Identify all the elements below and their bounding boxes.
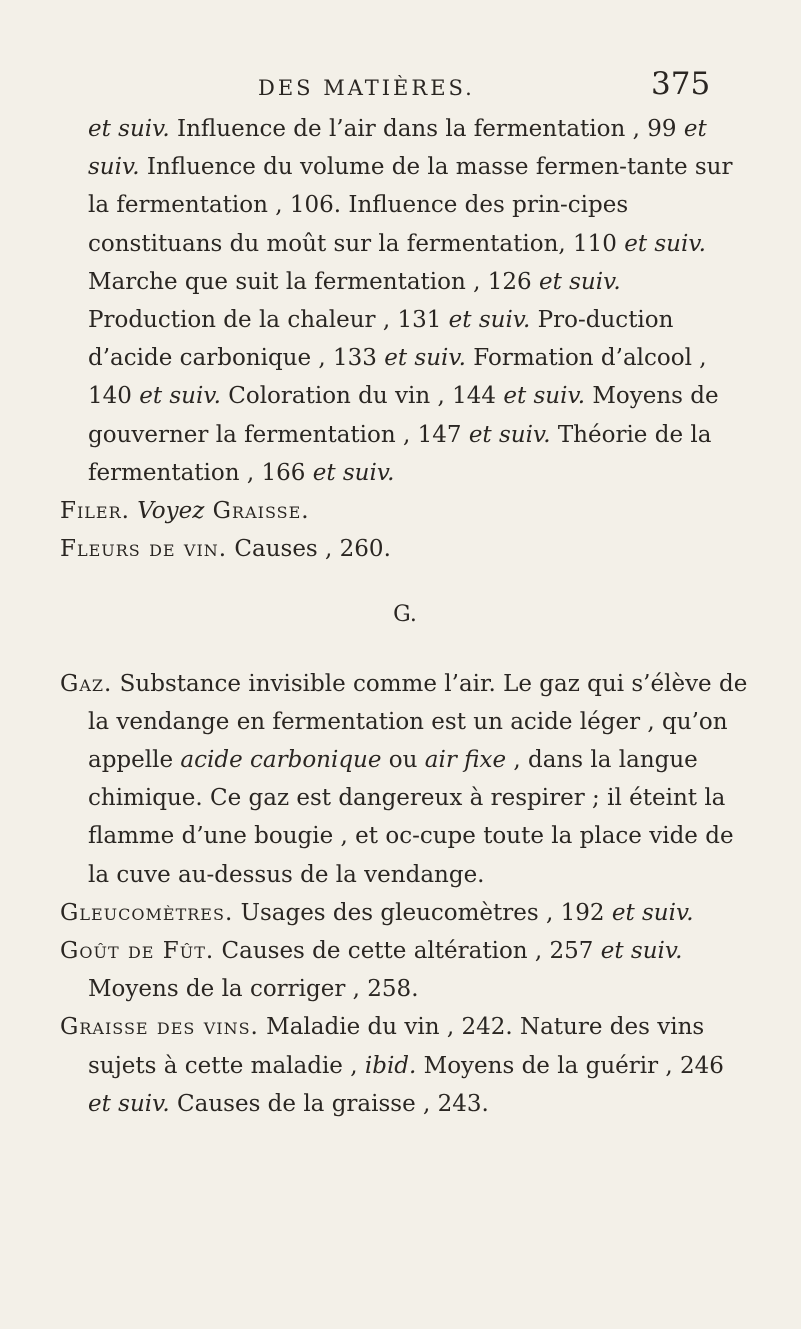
ref-et-suiv: et suiv. [88, 116, 707, 181]
running-title: DES MATIÈRES. [258, 76, 475, 100]
entry-text: Causes de cette altération , 257 [214, 938, 601, 965]
entry-term: acide carbonique [180, 747, 382, 774]
ref-et-suiv: et suiv. [88, 116, 170, 142]
ref-et-suiv: et suiv. [611, 899, 694, 926]
entry-head: Gaz. [60, 670, 113, 697]
page-header [0, 62, 801, 112]
ref-et-suiv: et suiv. [503, 383, 586, 410]
entry-text: Théorie de la fermentation , 166 [88, 421, 712, 486]
entry-text: Formation d’alcool , 140 [88, 345, 707, 410]
ref-et-suiv: et suiv. [448, 307, 531, 334]
entry-term: air fixe [424, 747, 507, 774]
entry-head: Goût de Fût. [60, 938, 215, 965]
entry-text: Pro-duction d’acide carbonique , 133 [88, 307, 674, 372]
ref-et-suiv: et suiv. [600, 938, 683, 965]
index-body [60, 110, 750, 1123]
cross-reference: Graisse. [204, 498, 310, 525]
entry-text: Causes , 260. [227, 536, 391, 563]
entry-text: Production de la chaleur , 131 [88, 307, 449, 334]
entry-text: ou [381, 747, 425, 774]
entry-graisse-des-vins [60, 1008, 750, 1123]
entry-fleurs-de-vin [60, 530, 750, 568]
entry-text: , dans la langue chimique. Ce gaz est dangereux à respirer ; il éteint la flamme d’une bougie , et oc-cupe toute la place vide de la cuve au-dessus de la vendange. [88, 747, 734, 888]
entry-gleucometres [60, 894, 750, 932]
entry-gout-de-fut [60, 932, 750, 1008]
ref-et-suiv: et suiv. [384, 345, 466, 372]
entry-head: Gleucomètres. [60, 899, 234, 926]
ref-ibid: ibid. [364, 1052, 417, 1079]
entry-head: Filer. [60, 498, 130, 525]
entry-text: Maladie du vin , 242. Nature des vins sujets à cette maladie , [88, 1014, 705, 1079]
entry-text: Substance invisible comme l’air. Le gaz qui s’élève de la vendange en fermentation est un acide léger , qu’on appelle [88, 670, 748, 774]
entry-text: Marche que suit la fermentation , 126 [88, 268, 539, 295]
entry-filer [60, 492, 750, 530]
ref-et-suiv: et suiv. [538, 268, 621, 295]
ref-et-suiv: et suiv. [468, 421, 551, 448]
entry-head: Graisse des vins. [60, 1014, 259, 1041]
entry-text: Influence du volume de la masse fermen-tante sur la fermentation , 106. Influence des prin-cipes constituans du moût sur la fermentation, 110 [88, 154, 733, 257]
entry-fermentation-continued [60, 110, 750, 492]
section-letter: G. [393, 602, 417, 628]
ref-et-suiv: et suiv. [624, 230, 706, 257]
entry-gaz [60, 665, 750, 894]
see-reference: Voyez [137, 498, 205, 525]
entry-head: Fleurs de vin. [60, 536, 228, 563]
ref-et-suiv: et suiv. [312, 459, 395, 486]
entry-text: Influence de l’air dans la fermentation , 99 [169, 116, 677, 142]
entry-text: Causes de la graisse , 243. [169, 1090, 489, 1117]
page-number: 375 [651, 66, 711, 102]
entry-text: Coloration du vin , 144 [220, 383, 504, 410]
entry-text: Moyens de la guérir , 246 [416, 1052, 724, 1079]
entry-text: Moyens de gouverner la fermentation , 147 [88, 383, 719, 448]
ref-et-suiv: et suiv. [139, 383, 221, 410]
ref-et-suiv: et suiv. [88, 1090, 170, 1117]
entry-text: Usages des gleucomètres , 192 [233, 899, 612, 926]
entry-text: Moyens de la corriger , 258. [88, 976, 419, 1003]
